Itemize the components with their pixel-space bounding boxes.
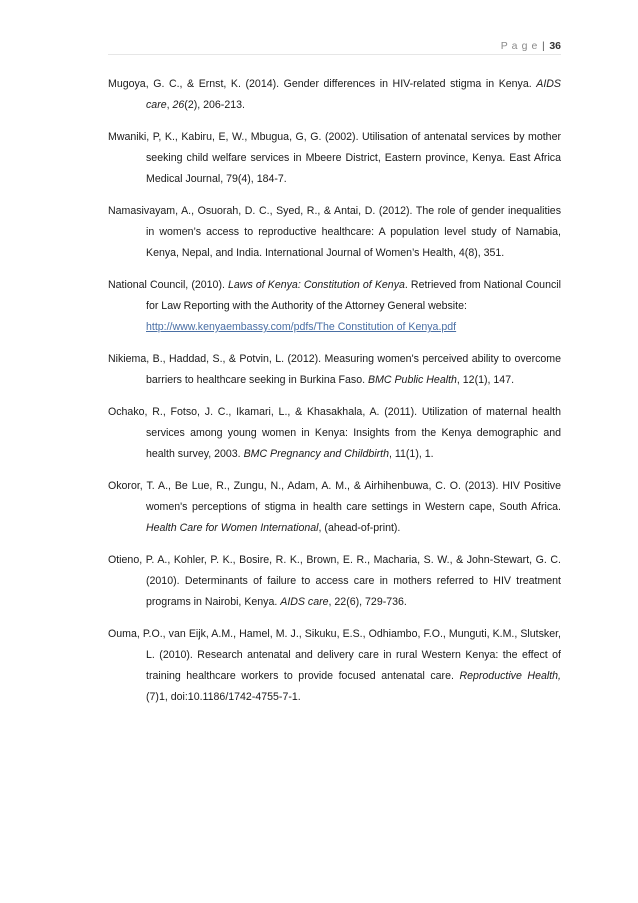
reference-text: Ouma, P.O., van Eijk, A.M., Hamel, M. J., Sikuku, E.S., Odhiambo, F.O., Munguti, K.M., Slutsker, L. (2010). Research antenatal and delivery care in rural Western Kenya: the effect of training healthcare workers to provide focused antenatal care. [108, 628, 561, 682]
reference-text: . Retrieved from National Council for Law Reporting with the Authority of the Attorney General website: [146, 279, 561, 312]
reference-namasivayam [108, 201, 561, 264]
reference-ochako [108, 402, 561, 465]
reference-text: , (ahead-of-print). [318, 522, 401, 534]
reference-text: Okoror, T. A., Be Lue, R., Zungu, N., Adam, A. M., & Airhihenbuwa, C. O. (2013). HIV Positive women's perceptions of stigma in health care settings in Western cape, South Africa. [108, 480, 561, 513]
reference-journal: BMC Public Health [368, 374, 457, 386]
reference-mwaniki [108, 127, 561, 190]
reference-volume: 26 [172, 99, 185, 111]
reference-nikiema [108, 349, 561, 391]
reference-text: , 11(1), 1. [389, 448, 434, 460]
reference-otieno [108, 550, 561, 613]
reference-text: Namasivayam, A., Osuorah, D. C., Syed, R., & Antai, D. (2012). The role of gender inequalities in women’s access to reproductive healthcare: A population level study of Namabia, Kenya, Nepal, and India. International Journal of Women’s Health, 4(8), 351. [108, 205, 561, 259]
reference-text: , 22(6), 729-736. [328, 596, 407, 608]
reference-ouma [108, 624, 561, 708]
reference-okoror [108, 476, 561, 539]
reference-journal: BMC Pregnancy and Childbirth [243, 448, 390, 460]
header-divider [108, 54, 561, 55]
reference-text: National Council, (2010). [108, 279, 229, 291]
reference-text: (2), 206-213. [184, 99, 245, 111]
reference-journal: AIDS care [146, 78, 561, 111]
reference-text: Nikiema, B., Haddad, S., & Potvin, L. (2012). Measuring women's perceived ability to overcome barriers to healthcare seeking in Burkina Faso. [108, 353, 561, 386]
header-separator: | [541, 40, 546, 52]
reference-text: Otieno, P. A., Kohler, P. K., Bosire, R. K., Brown, E. R., Macharia, S. W., & John-Stewart, G. C. (2010). Determinants of failure to access care in mothers referred to HIV treatment programs in Nairobi, Kenya. [108, 554, 561, 608]
reference-mugoya [108, 74, 561, 116]
reference-text: (7)1, doi:10.1186/1742-4755-7-1. [146, 691, 301, 703]
reference-text: , 12(1), 147. [456, 374, 515, 386]
reference-url-link[interactable]: http://www.kenyaembassy.com/pdfs/The Constitution of Kenya.pdf [146, 321, 457, 333]
reference-text: Ochako, R., Fotso, J. C., Ikamari, L., & Khasakhala, A. (2011). Utilization of maternal health services among young women in Kenya: Insights from the Kenya demographic and health survey, 2003. [108, 406, 561, 460]
reference-journal: Health Care for Women International [146, 522, 319, 534]
page-header [501, 40, 561, 52]
page-label: P a g e [500, 40, 538, 52]
reference-text: , [166, 99, 173, 111]
reference-national-council [108, 275, 561, 338]
page-number: 36 [549, 40, 561, 52]
reference-journal: AIDS care [280, 596, 329, 608]
reference-title: Laws of Kenya: Constitution of Kenya [228, 279, 405, 291]
reference-list [108, 74, 561, 719]
reference-journal: Reproductive Health, [459, 670, 561, 682]
reference-text: Mwaniki, P, K., Kabiru, E, W., Mbugua, G, G. (2002). Utilisation of antenatal services by mother seeking child welfare services in Mbeere District, Eastern province, Kenya. East Africa Medical Journal, 79(4), 184-7. [108, 131, 561, 185]
reference-text: Mugoya, G. C., & Ernst, K. (2014). Gender differences in HIV-related stigma in Kenya. [108, 78, 537, 90]
